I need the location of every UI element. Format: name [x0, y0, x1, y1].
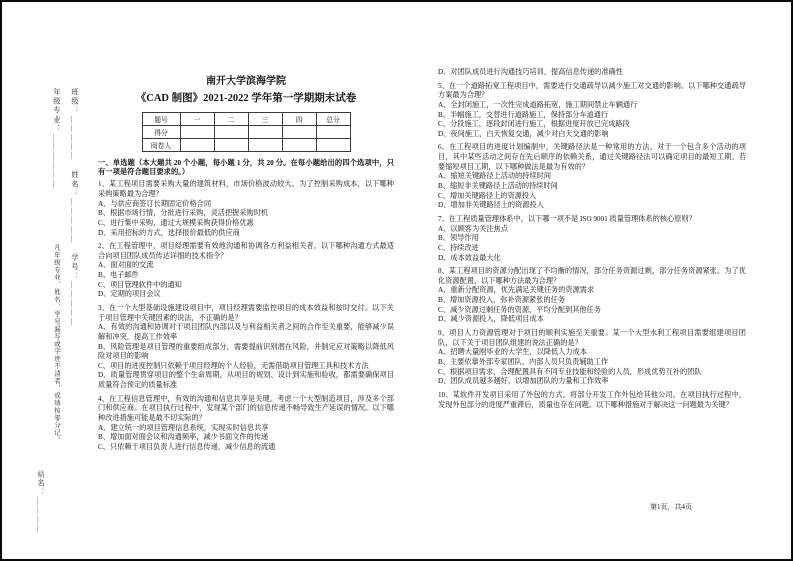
- question-5-option-a: A、全封闭施工，一次性完成道路拓宽，施工期间禁止车辆通行: [438, 100, 638, 109]
- score-table-cell: [180, 125, 214, 138]
- question-8-option-a: A、重新分配资源，优先满足关键任务的资源需求: [438, 286, 595, 295]
- score-table-cell: [282, 138, 316, 151]
- binding-site-field: 站名：＿＿＿＿: [37, 470, 45, 535]
- question-7-stem: 7、在工程质量管理体系中，以下哪一项不是 ISO 9001 质量管理体系的核心原则？: [438, 214, 696, 223]
- question-4: [98, 395, 394, 453]
- binding-zero-score-note: 凡年级专业、姓名、学号漏写或字迹不清者，成绩按零分记。: [53, 244, 60, 444]
- question-8: [438, 267, 746, 325]
- question-2-option-a: A、面对面的交流: [98, 261, 154, 270]
- question-3-option-d: D、质量管理贯穿项目的整个生命周期，从项目的规划、设计到实施和验收，都需要确保项目质量符合预定的质量标准: [98, 371, 394, 390]
- question-3-option-a: A、有效的沟通和协调对于项目团队内部以及与利益相关者之间的合作至关重要，能够减少误解和冲突，提高工作效率: [98, 323, 394, 341]
- question-5: [438, 82, 746, 140]
- question-5-option-b: B、半幅施工，交替进行道路施工，保持部分车道通行: [438, 110, 609, 119]
- question-8-stem: 8、某工程项目的资源分配出现了不均衡的情况，部分任务资源过剩，部分任务资源紧张。为了优化资源配置，以下哪种方法最为合理？: [438, 267, 746, 285]
- question-2: [98, 242, 394, 300]
- binding-major-field: 年级专业：＿＿＿＿＿＿: [53, 88, 61, 190]
- score-table-header-cell: 二: [214, 112, 248, 125]
- question-6: [438, 143, 746, 210]
- question-3-option-c: C、项目的进度控制只依赖于项目经理的个人经验，无需借助项目管理工具和技术方法: [98, 361, 369, 370]
- question-3-option-b: B、风险管理是项目管理的重要组成部分，需要提前识别潜在风险，并制定应对策略以降低风险对项目的影响: [98, 342, 394, 361]
- question-9-stem: 9、项目人力资源管理对于项目的顺利实施至关重要。某一个大型水利工程项目需要组建项目团队，以下关于项目团队组建的说法正确的是？: [438, 329, 746, 347]
- question-6-stem: 6、在工程项目的进度计划编制中，关键路径法是一种常用的方法。对于一个包含多个活动的项目，其中某些活动之间存在先后顺序的依赖关系，通过关键路径法可以确定项目的最短工期。若要缩短项目工期，以下哪种做法是最为有效的？: [438, 143, 746, 171]
- score-table-cell: [248, 125, 282, 138]
- question-5-option-d: D、夜间施工，白天恢复交通，减少对白天交通的影响: [438, 129, 609, 138]
- question-1-option-c: C、进行集中采购，通过大规模采购获得价格优惠: [98, 218, 254, 227]
- question-4-option-b: B、增加面对面会议和沟通频率，减少书面文件的传递: [98, 433, 269, 442]
- score-table-header-cell: 四: [282, 112, 316, 125]
- question-8-option-d: D、减少资源投入，降低项目成本: [438, 315, 544, 324]
- question-8-option-b: B、增加资源投入，弥补资源紧张的任务: [438, 296, 565, 305]
- school-name: 南开大学滨海学院: [206, 76, 286, 87]
- score-table-cell: [214, 125, 248, 138]
- question-9-option-c: C、根据项目需求，合理配置具有不同专业技能和经验的人员，形成优势互补的团队: [438, 367, 702, 376]
- question-6-option-d: D、增加非关键路径上的资源投入: [438, 201, 544, 210]
- exam-title: 《CAD 制图》2021-2022 学年第一学期期末试卷: [135, 92, 357, 104]
- question-7-option-b: B、领导作用: [438, 234, 479, 243]
- score-table-cell: [180, 138, 214, 151]
- question-4-stem: 4、在工程信息管理中，有效的沟通和信息共享是关键。考虑一个大型制造项目，涉及多个部门和供应商。在项目执行过程中，发现某个部门的信息传递不畅导致生产延误的情况。以下哪种改进措施可能是最不切实际的？: [98, 394, 394, 423]
- question-7-option-c: C、持续改进: [438, 243, 479, 252]
- score-table-cell: [282, 125, 316, 138]
- question-2-option-c: C、项目管理软件中的通知: [98, 280, 182, 289]
- question-9: [438, 329, 746, 387]
- score-table-cell: [316, 125, 350, 138]
- page-number: 第1页，共4页: [650, 503, 692, 511]
- question-5-stem: 5、在一个道路拓宽工程项目中，需要进行交通疏导以减少施工对交通的影响。以下哪种交通疏导方案最为合理？: [438, 81, 746, 100]
- question-1-option-b: B、根据市场行情，分批进行采购，灵活把握采购时机: [98, 209, 269, 218]
- question-8-option-c: C、减少资源过剩任务的资源，平均分配到其他任务: [438, 305, 601, 314]
- question-2-option-d: D、定期的项目会议: [98, 290, 161, 299]
- question-1: [98, 180, 394, 238]
- question-7: [438, 215, 746, 263]
- question-4-option-a: A、建立统一的项目管理信息系统，实现实时信息共享: [98, 423, 269, 432]
- question-3: [98, 304, 394, 391]
- question-1-option-a: A、与供应商签订长期固定价格合同: [98, 199, 212, 208]
- question-6-option-a: A、缩短关键路径上活动的持续时间: [438, 172, 552, 181]
- question-10-stem: 10、某软件开发项目采用了外包的方式，将部分开发工作外包给其他公司。在项目执行过程中，发现外包部分的进度严重滞后，质量也存在问题。以下哪种措施对于解决这一问题最为关键？: [438, 390, 746, 409]
- question-2-stem: 2、在工程管理中，项目经理需要有效地沟通和协调各方利益相关者。以下哪种沟通方式最适合向项目团队成员传达详细的技术指令？: [98, 242, 394, 260]
- grader-row-label: 阅卷人: [142, 138, 180, 151]
- question-9-option-b: B、主要依靠外部专家团队，内部人员只负责辅助工作: [438, 357, 609, 366]
- question-1-stem: 1、某工程项目需要采购大量的建筑材料，市场价格波动较大。为了控制采购成本，以下哪种采购策略最为合理？: [98, 180, 394, 198]
- left-column: [98, 76, 394, 457]
- question-5-option-c: C、分段施工，逐段封闭进行施工，根据进度开放已完成路段: [438, 120, 630, 129]
- question-10: [438, 391, 746, 410]
- right-column: [438, 68, 746, 414]
- question-4-option-c: C、只依赖于项目负责人进行信息传递，减少信息的流通: [98, 442, 276, 451]
- question-6-option-b: B、缩短非关键路径上活动的持续时间: [438, 182, 558, 191]
- score-table-header-cell: 三: [248, 112, 282, 125]
- score-table: [142, 112, 351, 152]
- score-table-cell: [248, 138, 282, 151]
- question-4-continued: [438, 68, 746, 78]
- question-7-option-d: D、成本效益最大化: [438, 253, 501, 262]
- score-table-header-cell: 题号: [142, 112, 180, 125]
- score-table-cell: [316, 138, 350, 151]
- score-table-header-cell: 总分: [316, 112, 350, 125]
- score-table-cell: [214, 138, 248, 151]
- question-6-option-c: C、增加关键路径上的资源投入: [438, 191, 537, 200]
- score-table-header-cell: 一: [180, 112, 214, 125]
- score-table-score-row: [142, 125, 350, 138]
- section-1-heading: 一、单选题（本大题共 20 个小题，每小题 1 分，共 20 分。在每小题给出的四个选项中，只有一项是符合题目要求的。）: [98, 157, 394, 177]
- question-9-option-a: A、招聘大量刚毕业的大学生，以降低人力成本: [438, 348, 587, 357]
- score-row-label: 得分: [142, 125, 180, 138]
- binding-student-fields: 班级：＿＿＿＿＿ 姓名：＿＿＿＿＿ 学号：＿＿＿＿＿: [71, 88, 79, 328]
- question-9-option-d: D、团队成员越多越好，以增加团队的力量和工作效率: [438, 377, 609, 386]
- question-3-stem: 3、在一个大型基础设施建设项目中，项目经理需要监控项目的成本效益和按时交付。以下关于项目管理中关键因素的说法，不正确的是？: [98, 304, 394, 322]
- score-table-header-row: [142, 112, 350, 125]
- question-1-option-d: D、采用招标的方式，选择报价最低的供应商: [98, 228, 240, 237]
- question-2-option-b: B、电子邮件: [98, 271, 139, 280]
- question-4-option-d: D、对团队成员进行沟通技巧培训，提高信息传递的准确性: [438, 68, 623, 76]
- question-7-option-a: A、以顾客为关注焦点: [438, 224, 508, 233]
- score-table-grader-row: [142, 138, 350, 151]
